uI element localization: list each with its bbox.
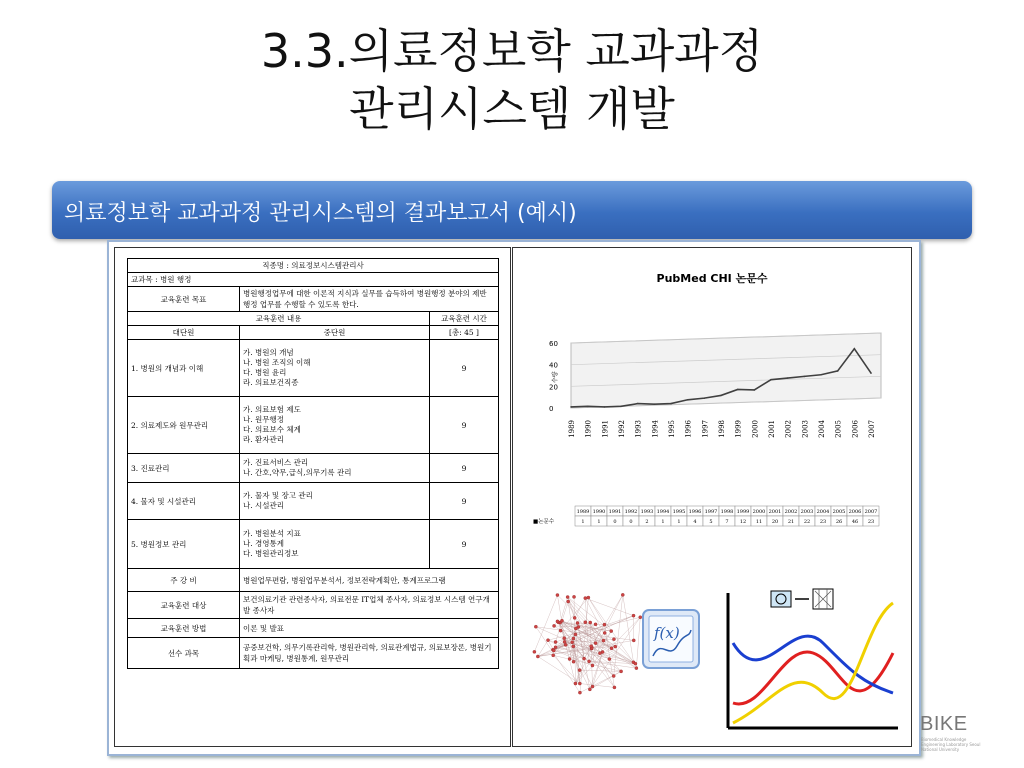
prereq-value: 공중보건학, 의무기록관리학, 병원관리학, 의료관계법규, 의료보장론, 병원기획과 마케팅, 병원통계, 원무관리 — [240, 638, 499, 669]
minor-item: 가. 병원의 개념 — [243, 348, 294, 357]
table-value-label: 11 — [755, 519, 763, 525]
data-point — [670, 403, 672, 405]
data-point — [687, 399, 689, 401]
network-node — [635, 667, 638, 670]
network-node — [619, 670, 622, 673]
y-tick-label: 20 — [549, 383, 558, 392]
textbook-value: 병원업무편람, 병원업무분석서, 정보전략계획안, 통계프로그램 — [240, 569, 499, 592]
table-row — [128, 520, 499, 569]
network-node — [574, 682, 577, 685]
data-point — [654, 403, 656, 405]
network-edge — [623, 595, 634, 662]
network-node — [591, 685, 594, 688]
x-tick-label: 2003 — [801, 420, 810, 438]
minor-units — [240, 454, 430, 483]
network-node — [564, 643, 567, 646]
table-value-label: 7 — [725, 519, 729, 525]
course-name: 교과목 : 병원 행정 — [128, 273, 499, 287]
table-value-label: 1 — [661, 519, 665, 525]
network-node — [621, 593, 624, 596]
data-point — [620, 406, 622, 408]
table-header-label: 1993 — [640, 509, 654, 515]
network-node — [552, 624, 555, 627]
bike-logo: BIKE — [920, 713, 968, 735]
y-axis-label: 수량 — [552, 371, 559, 383]
network-node — [594, 623, 597, 626]
method-label: 교육훈련 방법 — [128, 619, 240, 638]
x-tick-label: 2005 — [834, 420, 843, 438]
network-node — [552, 649, 555, 652]
table-header-label: 2005 — [832, 509, 846, 515]
data-point — [720, 395, 722, 397]
table-row — [128, 397, 499, 454]
network-node — [594, 642, 597, 645]
table-header-label: 1990 — [592, 509, 606, 515]
minor-item: 가. 병원분석 지표 — [243, 529, 301, 538]
network-node — [612, 638, 615, 641]
network-edge — [588, 598, 604, 625]
x-tick-label: 1990 — [584, 420, 593, 438]
network-node — [563, 640, 566, 643]
x-tick-label: 2007 — [868, 420, 876, 438]
network-edge — [584, 595, 623, 659]
network-node — [572, 645, 575, 648]
prereq-label: 선수 과목 — [128, 638, 240, 669]
network-edge — [575, 598, 586, 618]
table-value-label: 46 — [851, 519, 859, 525]
network-node — [534, 625, 537, 628]
network-node — [566, 595, 569, 598]
network-node — [572, 637, 575, 640]
network-node — [578, 669, 581, 672]
pubmed-line-chart — [513, 248, 911, 548]
data-point — [637, 403, 639, 405]
network-node — [584, 621, 587, 624]
network-node — [632, 639, 635, 642]
table-row — [128, 483, 499, 520]
curve-chart-icon — [713, 583, 903, 733]
network-edge — [562, 602, 568, 621]
table-header-label: 1999 — [736, 509, 750, 515]
network-node — [554, 640, 557, 643]
table-header-label: 2002 — [784, 509, 798, 515]
minor-item: 다. 병원 윤리 — [243, 368, 287, 377]
network-node — [578, 682, 581, 685]
minor-item: 가. 물자 및 장고 관리 — [243, 491, 313, 500]
network-node — [556, 620, 559, 623]
function-fx-icon — [641, 608, 701, 670]
network-node — [584, 596, 587, 599]
x-tick-label: 1999 — [734, 420, 743, 438]
x-tick-label: 1994 — [651, 420, 660, 438]
hours: 9 — [430, 454, 499, 483]
plot-area — [571, 333, 881, 408]
network-graph-icon — [521, 573, 651, 713]
textbook-label: 주 강 비 — [128, 569, 240, 592]
hours: 9 — [430, 397, 499, 454]
network-edge — [580, 670, 621, 671]
table-header-label: 1998 — [720, 509, 734, 515]
data-point — [820, 374, 822, 376]
network-node — [603, 631, 606, 634]
network-node — [576, 621, 579, 624]
banner-text: 의료정보학 교과과정 관리시스템의 결과보고서 (예시) — [64, 201, 577, 226]
network-node — [546, 639, 549, 642]
table-value-label: 1 — [677, 519, 681, 525]
section-banner — [52, 181, 972, 239]
minor-item: 나. 원무행정 — [243, 415, 284, 424]
network-node — [559, 629, 562, 632]
network-node — [589, 621, 592, 624]
x-tick-label: 2006 — [851, 420, 860, 438]
data-point — [604, 406, 606, 408]
table-header-label: 1996 — [688, 509, 702, 515]
minor-units — [240, 340, 430, 397]
curriculum-table — [127, 258, 499, 669]
minor-item: 가. 의료보험 제도 — [243, 405, 301, 414]
network-edge — [580, 684, 615, 688]
network-node — [574, 633, 577, 636]
figures-panel — [512, 247, 912, 747]
table-value-label: 20 — [771, 519, 779, 525]
chart-title: PubMed CHI 논문수 — [656, 272, 768, 285]
y-tick-label: 40 — [549, 361, 558, 370]
table-row — [128, 340, 499, 397]
network-edge — [590, 671, 621, 689]
network-node — [612, 674, 615, 677]
network-edge — [614, 595, 623, 676]
network-node — [536, 655, 539, 658]
target-label: 교육훈련 대상 — [128, 592, 240, 619]
major-unit: 3. 진료관리 — [128, 454, 240, 483]
network-node — [533, 650, 536, 653]
data-point — [854, 348, 856, 350]
network-node — [578, 691, 581, 694]
major-unit: 5. 병원정보 관리 — [128, 520, 240, 569]
method-value: 이론 및 발표 — [240, 619, 499, 638]
minor-item: 라. 의료보건직종 — [243, 378, 299, 387]
x-tick-label: 1998 — [718, 420, 726, 438]
table-value-label: 23 — [867, 519, 875, 525]
data-point — [804, 376, 806, 378]
data-point — [570, 406, 572, 408]
minor-units — [240, 483, 430, 520]
network-edge — [553, 655, 621, 671]
x-tick-label: 1989 — [568, 420, 576, 438]
table-header-label: 1989 — [576, 509, 590, 515]
network-node — [556, 593, 559, 596]
major-unit: 1. 병원의 개념과 이해 — [128, 340, 240, 397]
x-tick-label: 1993 — [634, 420, 643, 438]
x-tick-label: 2002 — [784, 420, 793, 438]
x-tick-label: 1996 — [684, 420, 693, 438]
network-node — [560, 619, 563, 622]
minor-item: 가. 진료서비스 관리 — [243, 458, 309, 467]
major-unit: 2. 의료제도와 원무관리 — [128, 397, 240, 454]
minor-header: 중단원 — [240, 326, 430, 340]
network-edge — [585, 598, 633, 616]
report-frame — [107, 240, 921, 756]
x-tick-label: 2000 — [751, 420, 760, 438]
data-point — [837, 370, 839, 372]
network-node — [588, 688, 591, 691]
table-header-label: 1995 — [672, 509, 686, 515]
network-node — [603, 623, 606, 626]
table-value-label: 2 — [645, 519, 649, 525]
table-value-label: 0 — [629, 519, 633, 525]
table-header-label: 1992 — [624, 509, 638, 515]
network-node — [572, 660, 575, 663]
network-node — [563, 637, 566, 640]
table-value-label: 23 — [819, 519, 827, 525]
network-node — [598, 652, 601, 655]
network-edge — [553, 650, 584, 659]
network-edge — [553, 655, 580, 683]
table-value-label: 1 — [581, 519, 585, 525]
network-node — [610, 629, 613, 632]
network-node — [554, 646, 557, 649]
network-node — [571, 641, 574, 644]
minor-item: 라. 환자관리 — [243, 435, 284, 444]
data-point — [770, 379, 772, 381]
report-form-panel — [114, 247, 511, 747]
network-node — [568, 657, 571, 660]
network-node — [573, 616, 576, 619]
major-header: 대단원 — [128, 326, 240, 340]
network-node — [587, 660, 590, 663]
content-header: 교육훈련 내용 — [128, 312, 430, 326]
table-value-label: 21 — [787, 519, 795, 525]
table-header-label: 1991 — [608, 509, 622, 515]
network-edge — [636, 617, 640, 668]
y-tick-label: 0 — [549, 405, 554, 413]
data-point — [870, 372, 872, 374]
table-header-label: 2007 — [864, 509, 878, 515]
table-header-label: 2000 — [752, 509, 766, 515]
slide-title-line1: 3.3.의료정보학 교과과정 — [260, 24, 764, 78]
table-header-label: 1997 — [704, 509, 718, 515]
bike-logo-subtitle: Biomedical Knowledge Engineering Laboratory Seoul National University — [921, 737, 981, 752]
x-tick-label: 1997 — [701, 420, 710, 438]
table-value-label: 0 — [613, 519, 617, 525]
network-edge — [568, 602, 580, 684]
data-point — [587, 406, 589, 408]
slide-title-line2: 관리시스템 개발 — [349, 82, 675, 136]
data-point — [754, 389, 756, 391]
x-tick-label: 2001 — [768, 420, 776, 438]
network-node — [613, 686, 616, 689]
data-point — [737, 389, 739, 391]
job-title: 직종명 : 의료정보시스템관리사 — [128, 259, 499, 273]
x-tick-label: 2004 — [818, 420, 826, 438]
minor-units — [240, 397, 430, 454]
network-node — [572, 595, 575, 598]
minor-item: 다. 의료보수 체계 — [243, 425, 301, 434]
data-point — [787, 377, 789, 379]
minor-item: 나. 병원 조직의 이해 — [243, 358, 311, 367]
network-node — [602, 639, 605, 642]
svg-text:f(x): f(x) — [654, 624, 680, 642]
table-row — [128, 454, 499, 483]
network-node — [634, 662, 637, 665]
y-tick-label: 60 — [549, 340, 558, 348]
table-header-label: 2006 — [848, 509, 862, 515]
minor-item: 나. 시설관리 — [243, 501, 284, 510]
table-value-label: 12 — [739, 519, 747, 525]
table-value-label: 4 — [693, 519, 697, 525]
minor-item: 다. 병원관리정보 — [243, 549, 299, 558]
network-node — [591, 664, 594, 667]
minor-item: 나. 경영통계 — [243, 539, 284, 548]
major-unit: 4. 물자 및 시설관리 — [128, 483, 240, 520]
network-node — [608, 657, 611, 660]
table-header-label: 2003 — [800, 509, 814, 515]
network-graph — [533, 593, 642, 694]
target-value: 보건의료기관 관련종사자, 의료전문 IT업체 종사자, 의료정보 시스템 연구개발 종사자 — [240, 592, 499, 619]
minor-item: 나. 간호,약무,급식,의무기록 관리 — [243, 468, 352, 477]
table-row-label: ■논문수 — [533, 519, 555, 525]
x-tick-label: 1995 — [668, 420, 676, 438]
table-value-label: 26 — [835, 519, 843, 525]
network-node — [567, 600, 570, 603]
network-node — [582, 657, 585, 660]
table-header-label: 2004 — [816, 509, 830, 515]
network-node — [552, 654, 555, 657]
table-header-label: 1994 — [656, 509, 670, 515]
hours: 9 — [430, 520, 499, 569]
hours: 9 — [430, 483, 499, 520]
table-value-label: 22 — [803, 519, 811, 525]
network-node — [632, 614, 635, 617]
hours: 9 — [430, 340, 499, 397]
network-node — [610, 647, 613, 650]
table-value-label: 5 — [709, 519, 713, 525]
network-node — [614, 645, 617, 648]
network-node — [590, 645, 593, 648]
table-value-label: 1 — [597, 519, 601, 525]
total-time: [총: 45 ] — [430, 326, 499, 340]
minor-units — [240, 520, 430, 569]
goal-label: 교육훈련 목표 — [128, 287, 240, 312]
slide-title — [0, 22, 1024, 138]
x-tick-label: 1991 — [601, 420, 610, 438]
network-node — [587, 596, 590, 599]
x-tick-label: 1992 — [618, 420, 626, 438]
time-header: 교육훈련 시간 — [430, 312, 499, 326]
goal-text: 병원행정업무에 대한 이론적 지식과 실무를 습득하여 병원행정 분야의 제반 행정 업무를 수행할 수 있도록 한다. — [240, 287, 499, 312]
data-point — [704, 397, 706, 399]
network-node — [574, 627, 577, 630]
table-header-label: 2001 — [768, 509, 782, 515]
